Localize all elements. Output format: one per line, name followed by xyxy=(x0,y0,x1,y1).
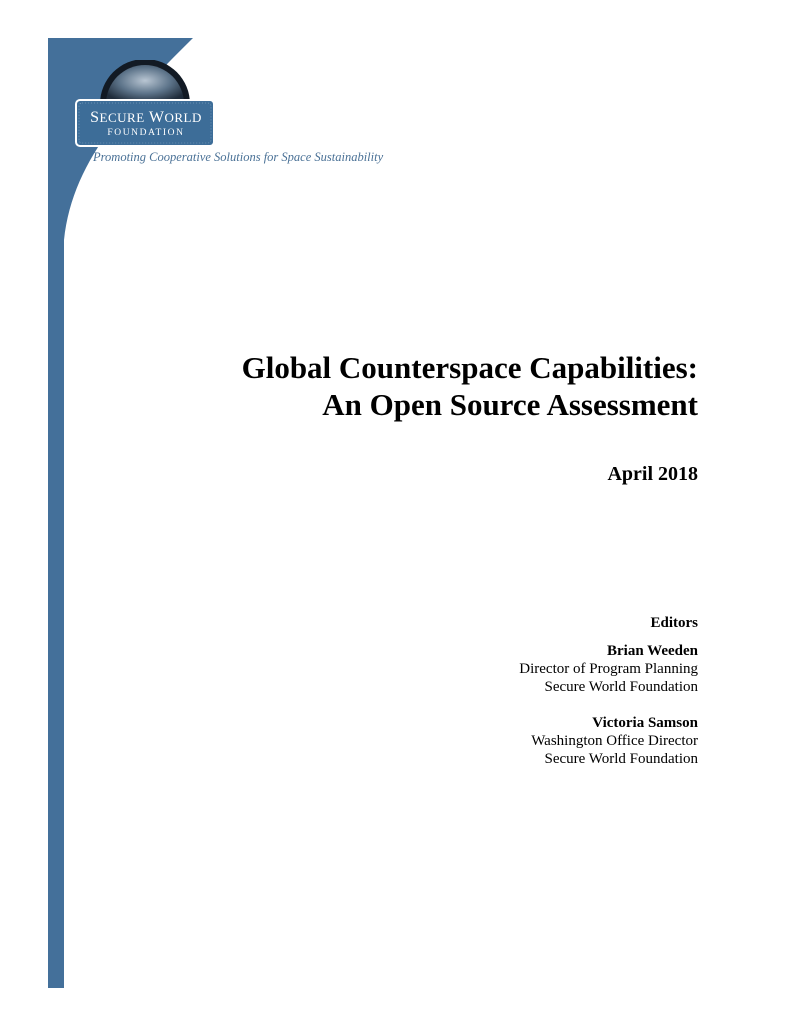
editor-name: Victoria Samson xyxy=(592,715,698,731)
publication-date: April 2018 xyxy=(607,463,698,485)
editor-role: Washington Office Director xyxy=(531,733,698,749)
editor-entry xyxy=(519,714,698,768)
title-line-2: An Open Source Assessment xyxy=(322,387,698,422)
editors-block xyxy=(519,614,698,786)
editor-organization: Secure World Foundation xyxy=(544,751,698,767)
editor-organization: Secure World Foundation xyxy=(544,679,698,695)
editors-heading: Editors xyxy=(650,615,698,631)
logo-name-line-1: SECURE WORLD xyxy=(90,109,202,126)
title-line-1: Global Counterspace Capabilities: xyxy=(241,350,698,385)
tagline: Promoting Cooperative Solutions for Space Sustainability xyxy=(93,150,384,164)
document-title xyxy=(242,349,698,423)
editor-name: Brian Weeden xyxy=(607,643,698,659)
logo-name-line-2: FOUNDATION xyxy=(107,128,185,138)
editor-role: Director of Program Planning xyxy=(519,661,698,677)
editor-entry xyxy=(519,642,698,696)
